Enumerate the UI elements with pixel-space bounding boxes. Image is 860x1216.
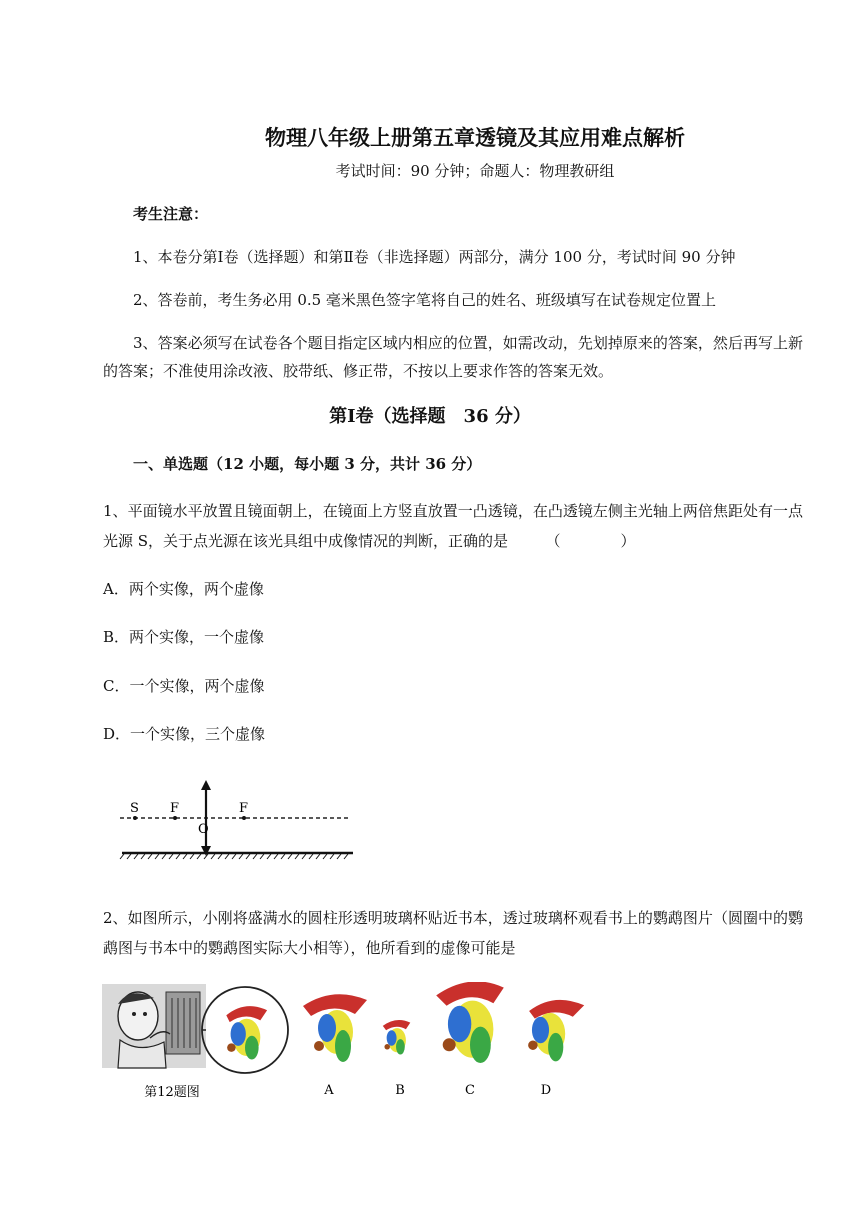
lens-mirror-figure — [118, 778, 358, 860]
question-2-text: 2、如图所示，小刚将盛满水的圆柱形透明玻璃杯贴近书本，透过玻璃杯观看书上的鹦鹉图片（圆圈中的鹦鹉图与书本中的鹦鹉图实际大小相等），他所看到的虚像可能是 — [103, 909, 803, 957]
notice-item-2: 2、答卷前，考生务必用 0.5 毫米黑色签字笔将自己的姓名、班级填写在试卷规定位置上 — [133, 291, 716, 309]
option-b: B．两个实像，一个虚像 — [103, 628, 265, 646]
option-c: C．一个实像，两个虚像 — [103, 677, 265, 695]
boy-reading-illustration — [102, 984, 206, 1068]
label-o: O — [198, 822, 209, 837]
part-heading: 一、单选题（12 小题，每小题 3 分，共计 36 分） — [133, 455, 482, 473]
figure-caption: 第12题图 — [144, 1085, 200, 1100]
lens-arrow-bottom — [201, 846, 211, 856]
point-source-dot — [133, 816, 137, 820]
label-c: C — [465, 1083, 475, 1098]
question-1-text: 1、平面镜水平放置且镜面朝上，在镜面上方竖直放置一凸透镜，在凸透镜左侧主光轴上两倍焦距处有一点光源 S，关于点光源在该光具组中成像情况的判断，正确的是 （ ） — [103, 502, 803, 550]
focus-left-dot — [173, 816, 177, 820]
option-a: A．两个实像，两个虚像 — [103, 580, 264, 598]
label-s: S — [130, 801, 139, 816]
notice-item-1: 1、本卷分第Ⅰ卷（选择题）和第Ⅱ卷（非选择题）两部分，满分 100 分，考试时间 90 分钟 — [133, 248, 736, 266]
label-f-left: F — [170, 801, 180, 816]
mirror-hatching — [120, 854, 348, 859]
lens-arrow-top — [201, 780, 211, 790]
label-f-right: F — [239, 801, 249, 816]
label-a: A — [324, 1083, 334, 1098]
notice-item-3: 3、答案必须写在试卷各个题目指定区域内相应的位置，如需改动，先划掉原来的答案，然后再写上新的答案；不准使用涂改液、胶带纸、修正带，不按以上要求作答的答案无效。 — [103, 334, 803, 380]
label-b: B — [395, 1083, 405, 1098]
parrot-figure — [100, 982, 590, 1104]
exam-info: 考试时间：90 分钟；命题人：物理教研组 — [335, 162, 615, 180]
section-title: 第Ⅰ卷（选择题 36 分） — [329, 406, 531, 427]
page-title: 物理八年级上册第五章透镜及其应用难点解析 — [265, 125, 685, 150]
label-d: D — [540, 1083, 552, 1098]
notice-heading: 考生注意： — [133, 205, 209, 223]
option-d: D．一个实像，三个虚像 — [103, 725, 266, 743]
focus-right-dot — [242, 816, 246, 820]
